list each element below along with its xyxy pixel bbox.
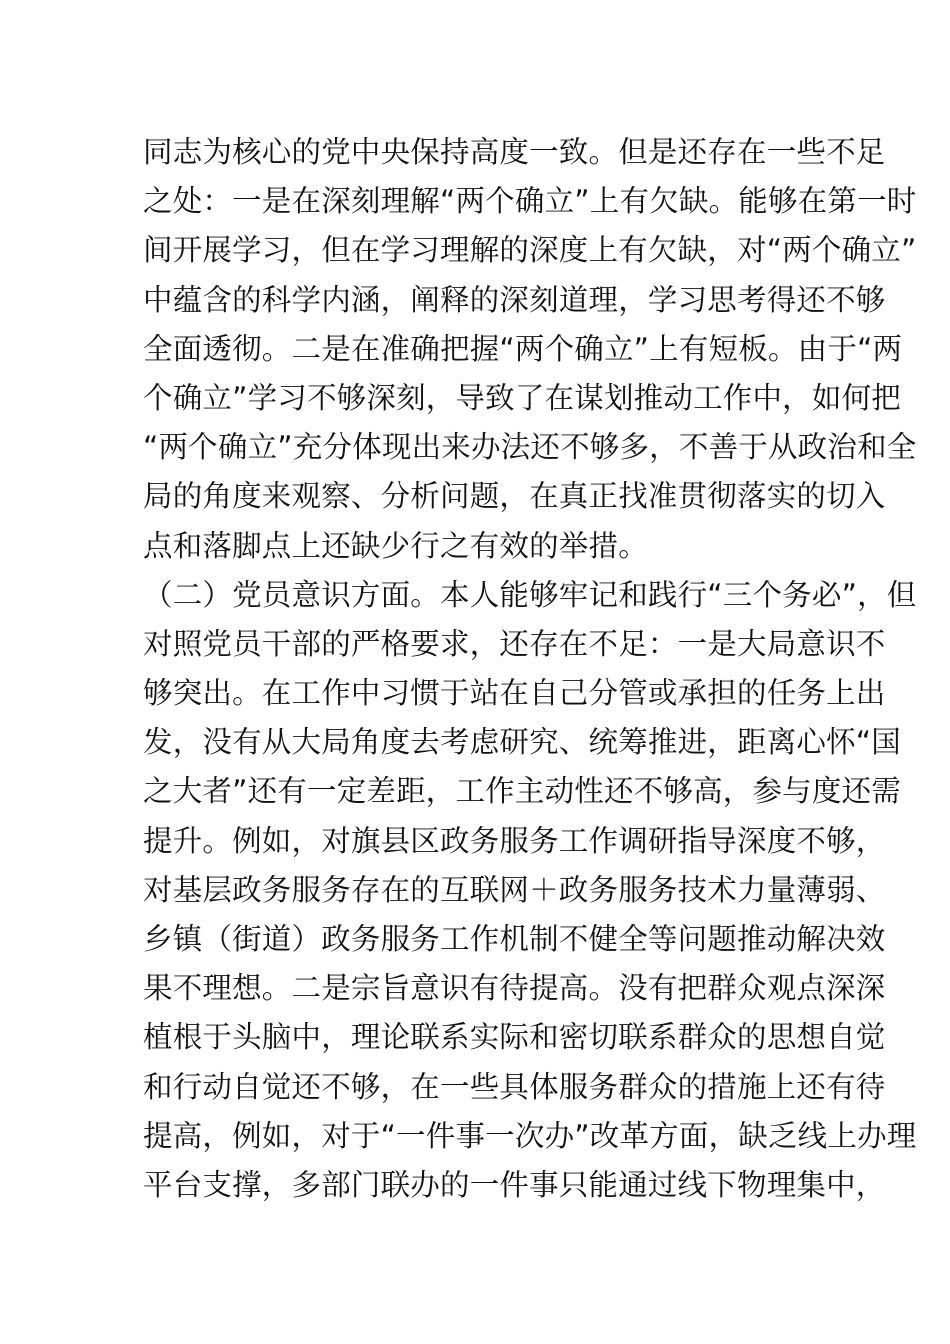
text-line: 对照党员干部的严格要求，还存在不足：一是大局意识不 (143, 626, 886, 661)
text-line: 点和落脚点上还缺少行之有效的举措。 (143, 528, 648, 563)
text-line: 提高，例如，对于“一件事一次办”改革方面，缺乏线上办理 (143, 1118, 917, 1153)
text-line: 够突出。在工作中习惯于站在自己分管或承担的任务上出 (143, 676, 886, 711)
text-line: 和行动自觉还不够，在一些具体服务群众的措施上还有待 (143, 1069, 886, 1104)
text-line: “两个确立”充分体现出来办法还不够多，不善于从政治和全 (143, 430, 917, 465)
text-line: 平台支撑，多部门联办的一件事只能通过线下物理集中， (143, 1167, 886, 1202)
text-line: 中蕴含的科学内涵，阐释的深刻道理，学习思考得还不够 (143, 282, 886, 317)
text-line: 对基层政务服务存在的互联网＋政务服务技术力量薄弱、 (143, 872, 886, 907)
text-line: 之处：一是在深刻理解“两个确立”上有欠缺。能够在第一时 (143, 184, 917, 219)
text-line: 之大者”还有一定差距，工作主动性还不够高，参与度还需 (143, 774, 901, 809)
text-line: 局的角度来观察、分析问题，在真正找准贯彻落实的切入 (143, 479, 886, 514)
text-line: 全面透彻。二是在准确把握“两个确立”上有短板。由于“两 (143, 331, 903, 366)
text-line: 果不理想。二是宗旨意识有待提高。没有把群众观点深深 (143, 971, 886, 1006)
text-line: 植根于头脑中，理论联系实际和密切联系群众的思想自觉 (143, 1020, 886, 1055)
text-line: 乡镇（街道）政务服务工作机制不健全等问题推动解决效 (143, 922, 886, 956)
text-line: 发，没有从大局角度去考虑研究、统筹推进，距离心怀“国 (143, 725, 901, 760)
text-line: 个确立”学习不够深刻，导致了在谋划推动工作中，如何把 (143, 380, 901, 415)
section-heading-line: （二）党员意识方面。本人能够牢记和践行“三个务必”，但 (143, 577, 917, 612)
body-text (143, 128, 917, 1210)
text-line: 同志为核心的党中央保持高度一致。但是还存在一些不足 (143, 135, 886, 169)
text-line: 提升。例如，对旗县区政务服务工作调研指导深度不够， (143, 823, 886, 858)
text-line: 间开展学习，但在学习理解的深度上有欠缺，对“两个确立” (143, 233, 917, 268)
